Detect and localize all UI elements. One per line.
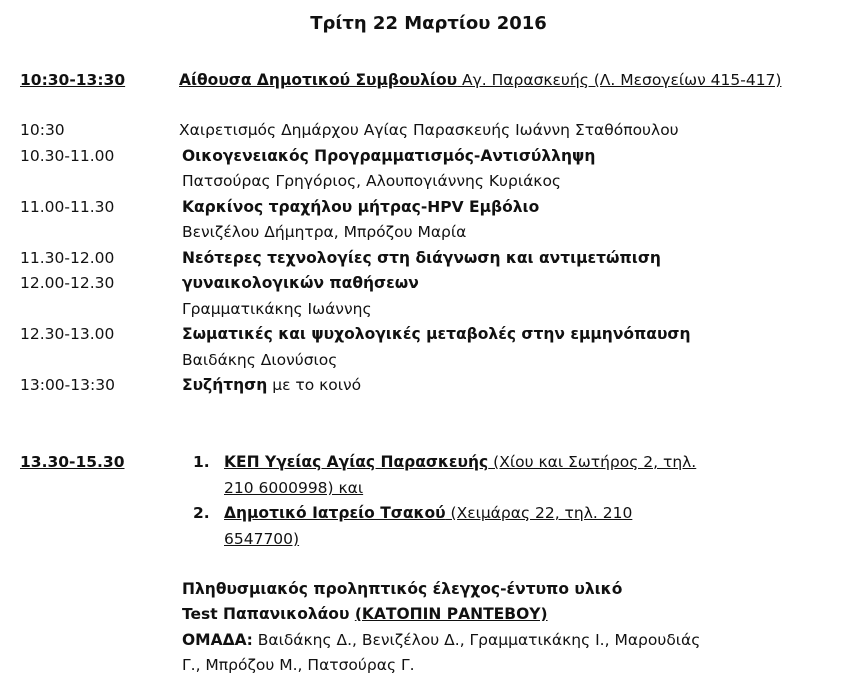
location-name: Δημοτικό Ιατρείο Τσακού (224, 504, 446, 522)
team-line (182, 630, 700, 650)
venue-address: Αγ. Παρασκευής (Λ. Μεσογείων 415-417) (457, 71, 782, 89)
schedule-time: 11.30-12.00 (20, 249, 115, 267)
schedule-time: 12.00-12.30 (20, 274, 115, 292)
discussion-suffix: με το κοινό (267, 376, 362, 394)
list-item-line (224, 452, 696, 472)
appointment-note: (ΚΑΤΟΠΙΝ ΡΑΝΤΕΒΟΥ) (354, 605, 548, 623)
schedule-time: 10:30 (20, 121, 65, 139)
schedule-title: γυναικολογικών παθήσεων (182, 274, 419, 292)
schedule-time: 10.30-11.00 (20, 147, 115, 165)
discussion-label: Συζήτηση (182, 376, 268, 394)
schedule-speakers: Πατσούρας Γρηγόριος, Αλουπογιάννης Κυριάκος (182, 172, 562, 190)
schedule-speakers: Βενιζέλου Δήμητρα, Μπρόζου Μαρία (182, 223, 467, 241)
schedule-title: Καρκίνος τραχήλου μήτρας-HPV Εμβόλιο (182, 198, 540, 216)
schedule-time: 11.00-11.30 (20, 198, 115, 216)
location-address: (Χειμάρας 22, τηλ. 210 (445, 504, 633, 522)
venue-name: Αίθουσα Δημοτικού Συμβουλίου (179, 71, 458, 89)
schedule-speakers: Γραμματικάκης Ιωάννης (182, 300, 372, 318)
schedule-speakers: Βαιδάκης Διονύσιος (182, 351, 338, 369)
team-label: ΟΜΑΔΑ: (182, 631, 253, 649)
location-name: ΚΕΠ Υγείας Αγίας Παρασκευής (224, 453, 489, 471)
session2-time: 13.30-15.30 (20, 453, 125, 471)
schedule-time: 12.30-13.00 (20, 325, 115, 343)
test-label: Test Παπανικολάου (182, 605, 355, 623)
session1-venue (179, 70, 781, 90)
test-line (182, 604, 548, 624)
team-members-continued: Γ., Μπρόζου Μ., Πατσούρας Γ. (182, 656, 415, 674)
location-phone: 6547700) (224, 530, 300, 548)
list-item-line (224, 503, 632, 523)
schedule-time: 13:00-13:30 (20, 376, 115, 394)
list-number: 2. (193, 504, 210, 522)
location-phone: 210 6000998) και (224, 479, 364, 497)
screening-title: Πληθυσμιακός προληπτικός έλεγχος-έντυπο υλικό (182, 580, 623, 598)
list-number: 1. (193, 453, 210, 471)
session1-time: 10:30-13:30 (20, 71, 126, 89)
schedule-title: Νεότερες τεχνολογίες στη διάγνωση και αντιμετώπιση (182, 249, 661, 267)
page-title: Τρίτη 22 Μαρτίου 2016 (310, 13, 547, 34)
schedule-title: Σωματικές και ψυχολογικές μεταβολές στην εμμηνόπαυση (182, 325, 691, 343)
schedule-title: Χαιρετισμός Δημάρχου Αγίας Παρασκευής Ιωάννη Σταθόπουλου (179, 121, 679, 139)
location-address: (Χίου και Σωτήρος 2, τηλ. (488, 453, 697, 471)
schedule-title: Οικογενειακός Προγραμματισμός-Αντισύλληψη (182, 147, 596, 165)
team-members: Βαιδάκης Δ., Βενιζέλου Δ., Γραμματικάκης Ι., Μαρουδιάς (252, 631, 701, 649)
schedule-title (182, 375, 361, 395)
